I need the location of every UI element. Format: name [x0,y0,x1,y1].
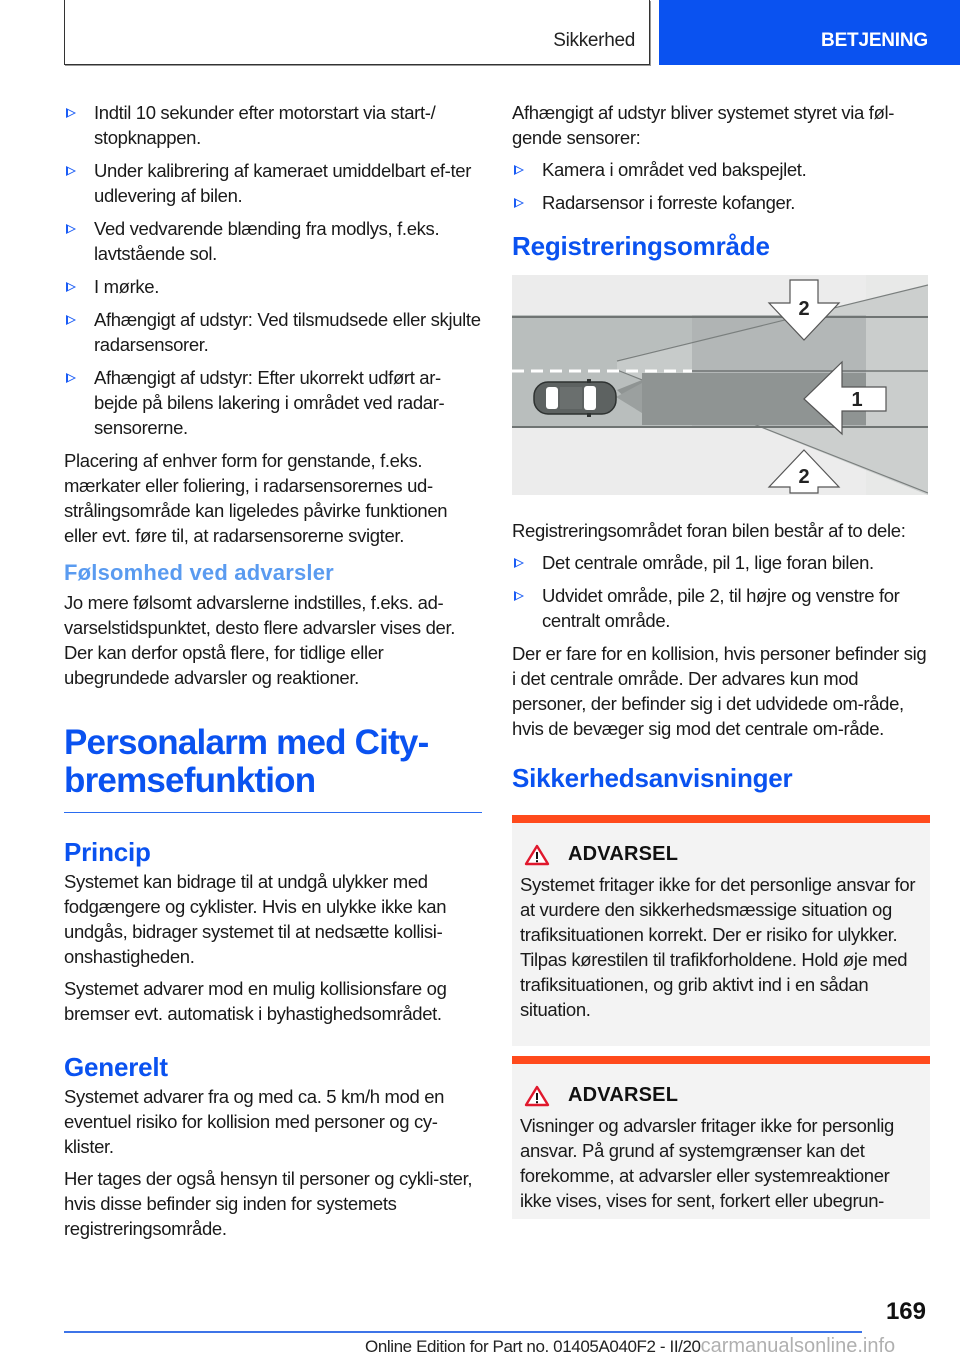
principle-heading: Princip [64,837,151,867]
chapter-tab [659,0,960,65]
bullet-triangle-icon [66,224,76,234]
list-item: Kamera i området ved bakspejlet. [512,157,930,182]
left-column [64,100,482,1248]
list-item: Det centrale område, pil 1, lige foran bilen. [512,550,930,575]
warning-title: ADVARSEL [568,843,679,865]
bullet-triangle-icon [514,558,524,568]
general-heading: Generelt [64,1052,168,1082]
svg-text:2: 2 [798,298,810,320]
footer-edition: Online Edition for Part no. 01405A040F2 - II/20carmanualsonline.info [365,1335,896,1357]
bullet-triangle-icon [66,373,76,383]
warning-triangle-icon [524,1085,550,1107]
list-item: Udvidet område, pile 2, til højre og venstre for centralt område. [512,583,930,633]
detection-heading: Registreringsområde [512,231,770,261]
warning-text: Systemet fritager ikke for det personlige ansvar for at vurdere den sikkerhedsmæssige situation og trafiksituationen korrekt. Der er risiko for ulykker. Tilpas kørestilen til trafikforholdene. Hold øje med trafiksituationen, og grib aktivt ind i en sådan situation. [520,874,916,1020]
watermark: carmanualsonline.info [700,1335,896,1357]
detection-paragraph: Der er fare for en kollision, hvis personer befinder sig i det centrale område. Der advares kun mod personer, der befinder sig i det udvidede om-råde, hvis de bevæger sig mod det centrale om-råde. [512,643,927,739]
conditions-list [64,100,482,440]
bullet-triangle-icon [66,282,76,292]
sensors-list [512,157,930,215]
general-paragraph-1: Systemet advarer fra og med ca. 5 km/h mod en eventuel risiko for kollision med personer og cy-klister. [64,1086,445,1157]
svg-text:1: 1 [851,389,863,411]
svg-text:2: 2 [798,466,810,488]
list-item: Afhængigt af udstyr: Efter ukorrekt udført ar-bejde på bilens lakering i området ved radar-sensorerne. [64,365,482,440]
footer-divider [64,1331,862,1333]
bullet-triangle-icon [66,315,76,325]
bullet-triangle-icon [66,166,76,176]
warning-triangle-icon [524,844,550,866]
sensors-intro: Afhængigt af udstyr bliver systemet styret via føl-gende sensorer: [512,102,895,148]
detection-zone-diagram [512,275,928,495]
car-icon [534,379,616,417]
list-item: I mørke. [64,274,482,299]
sensitivity-paragraph: Jo mere følsomt advarslerne indstilles, f.eks. ad-varselstidspunktet, desto flere advarsler vises der. Der kan derfor opstå flere, for tidlige eller ubegrundede advarsler og reaktioner. [64,592,456,688]
list-item: Indtil 10 sekunder efter motorstart via start-/ stopknappen. [64,100,482,150]
bullet-triangle-icon [514,165,524,175]
warning-box [512,815,930,1046]
main-heading: Personalarm med City-bremsefunktion [64,723,429,800]
safety-heading: Sikkerhedsanvisninger [512,763,793,793]
section-tab [64,0,650,65]
heading-divider [64,812,482,813]
right-column [512,100,930,1219]
warning-box [512,1056,930,1219]
detection-intro: Registreringsområdet foran bilen består af to dele: [512,520,906,541]
bullet-triangle-icon [66,108,76,118]
list-item: Afhængigt af udstyr: Ved tilsmudsede eller skjulte radarsensorer. [64,307,482,357]
principle-paragraph-2: Systemet advarer mod en mulig kollisionsfare og bremser evt. automatisk i byhastighedsområdet. [64,978,447,1024]
warning-title: ADVARSEL [568,1084,679,1106]
list-item: Radarsensor i forreste kofanger. [512,190,930,215]
detection-list [512,550,930,633]
bullet-triangle-icon [514,591,524,601]
placement-paragraph: Placering af enhver form for genstande, f.eks. mærkater eller foliering, i radarsensorernes ud-strålingsområde kan ligeledes påvirke funktionen eller evt. føre til, at radarsensorerne svigter. [64,450,448,546]
principle-paragraph-1: Systemet kan bidrage til at undgå ulykker med fodgængere og cyklister. Hvis en ulykke ikke kan undgås, bidrager systemet til at nedsætte kollisi-onshastigheden. [64,871,447,967]
sensitivity-heading: Følsomhed ved advarsler [64,560,334,585]
warning-text: Visninger og advarsler fritager ikke for personlig ansvar. På grund af systemgrænser kan det forekomme, at advarsler eller systemreaktioner ikke vises, vises for sent, forkert eller ubegrun- [520,1115,894,1211]
list-item: Under kalibrering af kameraet umiddelbart ef-ter udlevering af bilen. [64,158,482,208]
chapter-tab-label: BETJENING [821,30,928,51]
page-number: 169 [885,1298,926,1325]
list-item: Ved vedvarende blænding fra modlys, f.eks. lavtstående sol. [64,216,482,266]
section-tab-label: Sikkerhed [553,30,635,51]
general-paragraph-2: Her tages der også hensyn til personer og cykli-ster, hvis disse befinder sig inden for systemets registreringsområde. [64,1168,473,1239]
bullet-triangle-icon [514,198,524,208]
